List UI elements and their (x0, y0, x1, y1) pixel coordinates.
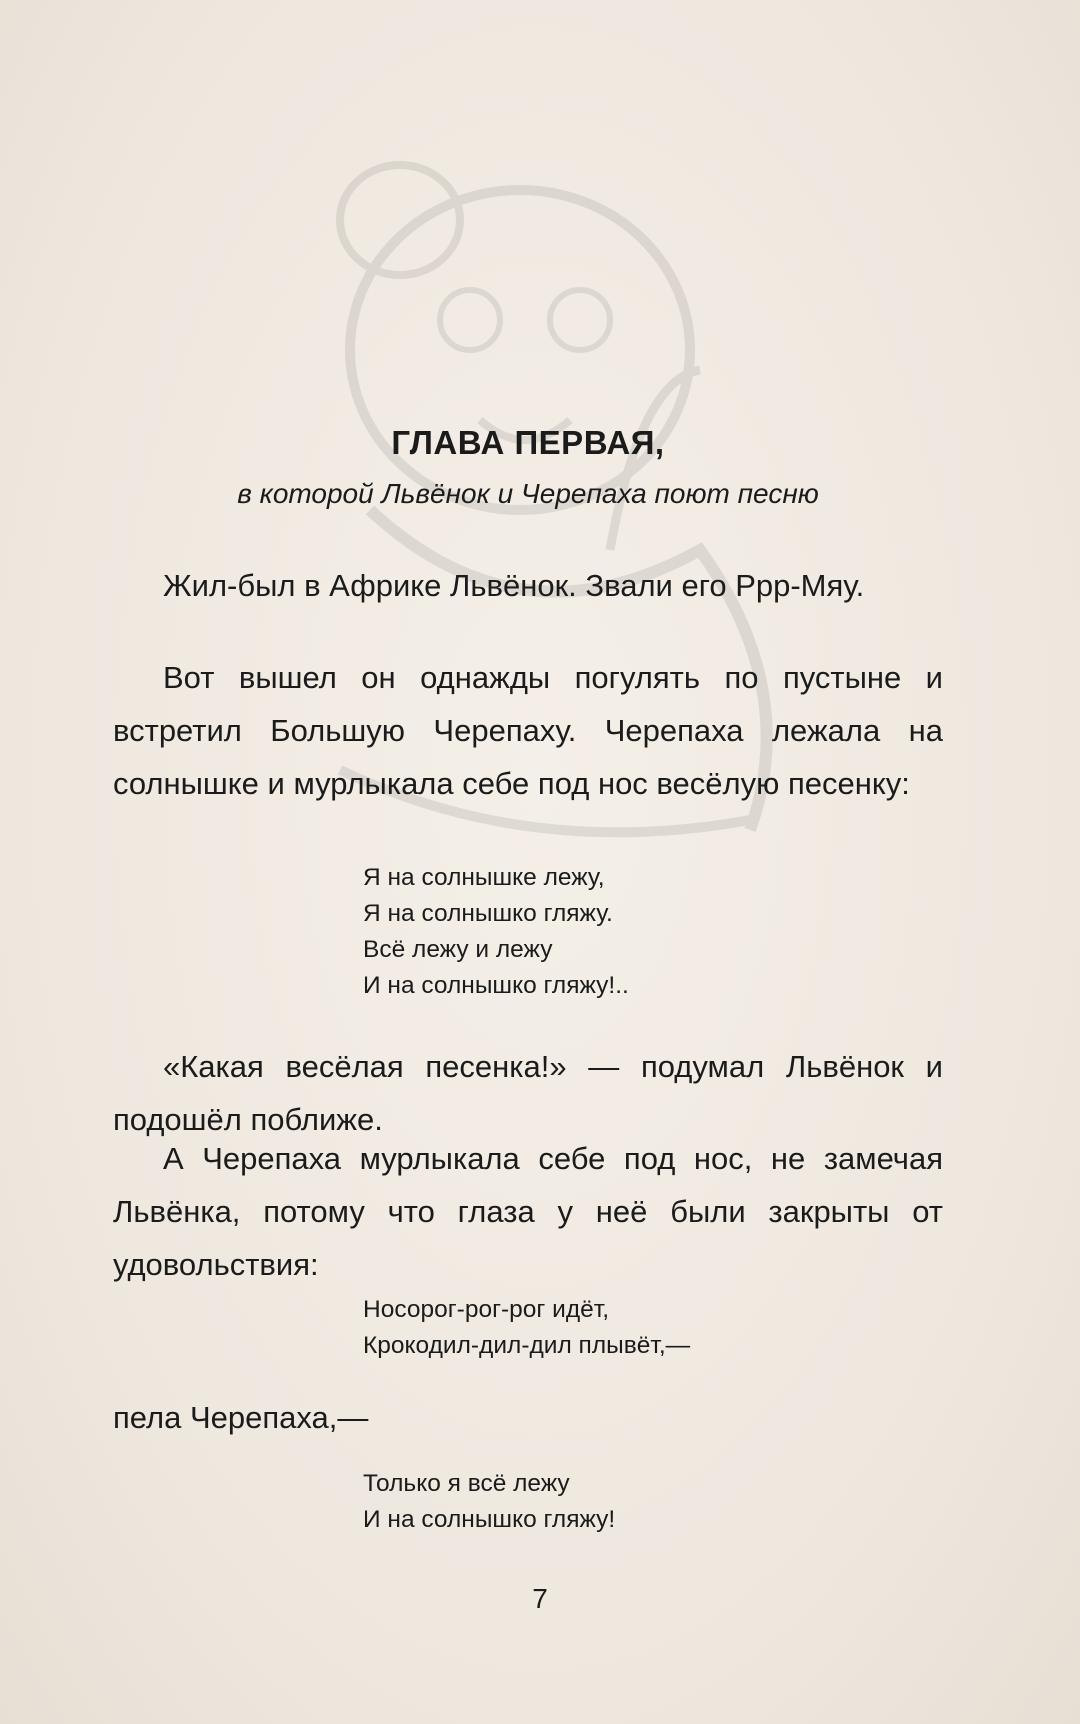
chapter-title: ГЛАВА ПЕРВАЯ, (391, 424, 665, 461)
verse-line: И на солнышко гляжу! (363, 1506, 616, 1533)
verse-line: Крокодил-дил-дил плывёт,— (363, 1332, 691, 1359)
verse-1 (363, 860, 629, 1004)
paragraph-3: «Какая весёлая песенка!» — подумал Львёнок и подошёл поближе. (113, 1049, 943, 1137)
paragraph-4: А Черепаха мурлыкала себе под нос, не замечая Львёнка, потому что глаза у неё были закрыты от удовольствия: (113, 1141, 943, 1282)
verse-2 (363, 1292, 690, 1364)
verse-line: Я на солнышке лежу, (363, 864, 605, 891)
paragraph-1: Жил-был в Африке Львёнок. Звали его Ррр-Мяу. (163, 568, 865, 603)
verse-3 (363, 1466, 615, 1538)
verse-line: И на солнышко гляжу!.. (363, 972, 629, 999)
verse-line: Носорог-рог-рог идёт, (363, 1296, 610, 1323)
chapter-subtitle: в которой Львёнок и Черепаха поют песню (237, 478, 819, 509)
verse-line: Я на солнышко гляжу. (363, 900, 613, 927)
page-number: 7 (532, 1583, 548, 1614)
verse-line: Только я всё лежу (363, 1470, 570, 1497)
verse-line: Всё лежу и лежу (363, 936, 553, 963)
paragraph-5: пела Черепаха,— (113, 1400, 369, 1435)
paragraph-2: Вот вышел он однажды погулять по пустыне и встретил Большую Черепаху. Черепаха лежала на солнышке и мурлыкала себе под нос весёлую песенку: (113, 660, 943, 801)
